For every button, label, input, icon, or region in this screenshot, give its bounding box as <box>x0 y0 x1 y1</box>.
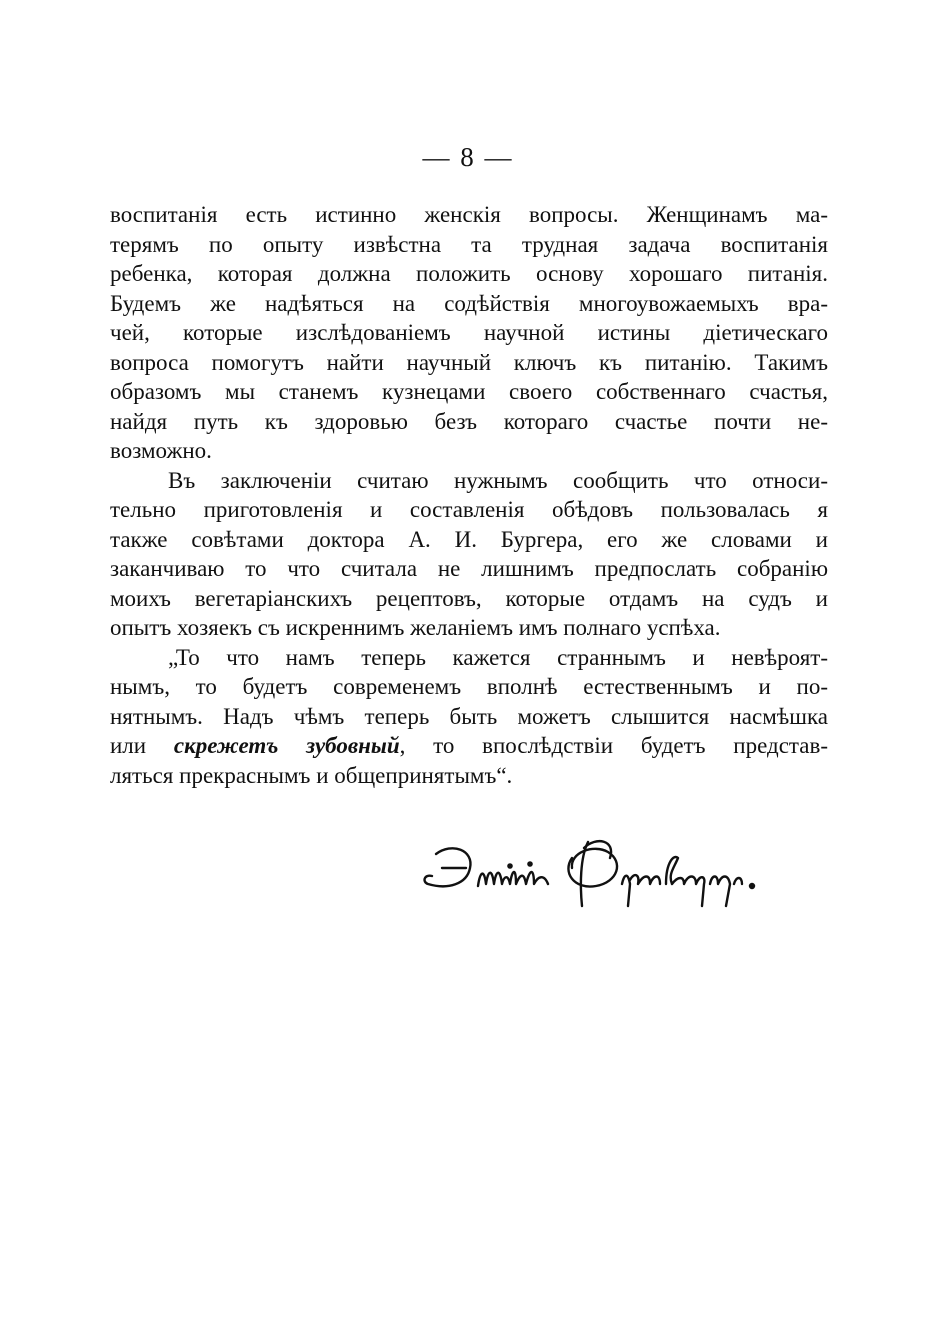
text-line: тельно приготовленія и составленія обѣдовъ пользовалась я <box>110 497 828 522</box>
text-line: нымъ, то будетъ современемъ вполнѣ естественнымъ и по- <box>110 674 828 699</box>
text-fragment: или <box>110 733 174 758</box>
text-line: вопроса помогутъ найти научный ключъ къ питанію. Такимъ <box>110 349 828 375</box>
text-line: терямъ по опыту извѣстна та трудная задача воспитанія <box>110 231 828 257</box>
body-text <box>110 200 828 790</box>
text-line: нятнымъ. Надъ чѣмъ теперь быть можетъ слышится насмѣшка <box>110 703 828 729</box>
paragraph-2 <box>110 466 828 643</box>
text-line: образомъ мы станемъ кузнецами своего собственнаго счастья, <box>110 379 828 404</box>
text-line: возможно. <box>110 438 212 463</box>
text-line: воспитанія есть истинно женскія вопросы. Женщинамъ ма- <box>110 202 828 227</box>
text-line: также совѣтами доктора А. И. Бургера, его же словами и <box>110 526 828 552</box>
text-line: найдя путь къ здоровью безъ котораго счастье почти не- <box>110 408 828 434</box>
text-line: Будемъ же надѣяться на содѣйствія многоувожаемыхъ вра- <box>110 290 828 316</box>
text-line: опытъ хозяекъ съ искреннимъ желаніемъ имъ полнаго успѣха. <box>110 615 721 640</box>
text-line: „То что намъ теперь кажется страннымъ и невѣроят- <box>168 644 828 670</box>
text-line: Въ заключеніи считаю нужнымъ сообщить что относи- <box>168 467 828 493</box>
text-line: ляться прекраснымъ и общепринятымъ“. <box>110 762 513 788</box>
emphasized-phrase: скрежетъ зубовный <box>173 733 400 758</box>
signature <box>412 828 772 918</box>
page-number: — 8 — <box>422 142 514 172</box>
text-line: заканчиваю то что считала не лишнимъ предпослать собранію <box>110 556 828 581</box>
text-line-with-emphasis <box>110 731 828 761</box>
text-fragment: , то впослѣдствіи будетъ представ- <box>399 733 828 758</box>
paragraph-1 <box>110 200 828 466</box>
signature-graphic <box>412 828 772 918</box>
text-line: моихъ вегетаріанскихъ рецептовъ, которые отдамъ на судъ и <box>110 585 828 611</box>
text-line: ребенка, которая должна положить основу хорошаго питанія. <box>110 261 828 286</box>
paragraph-3 <box>110 643 828 791</box>
text-line: чей, которые изслѣдованіемъ научной истины діетическаго <box>110 320 828 345</box>
